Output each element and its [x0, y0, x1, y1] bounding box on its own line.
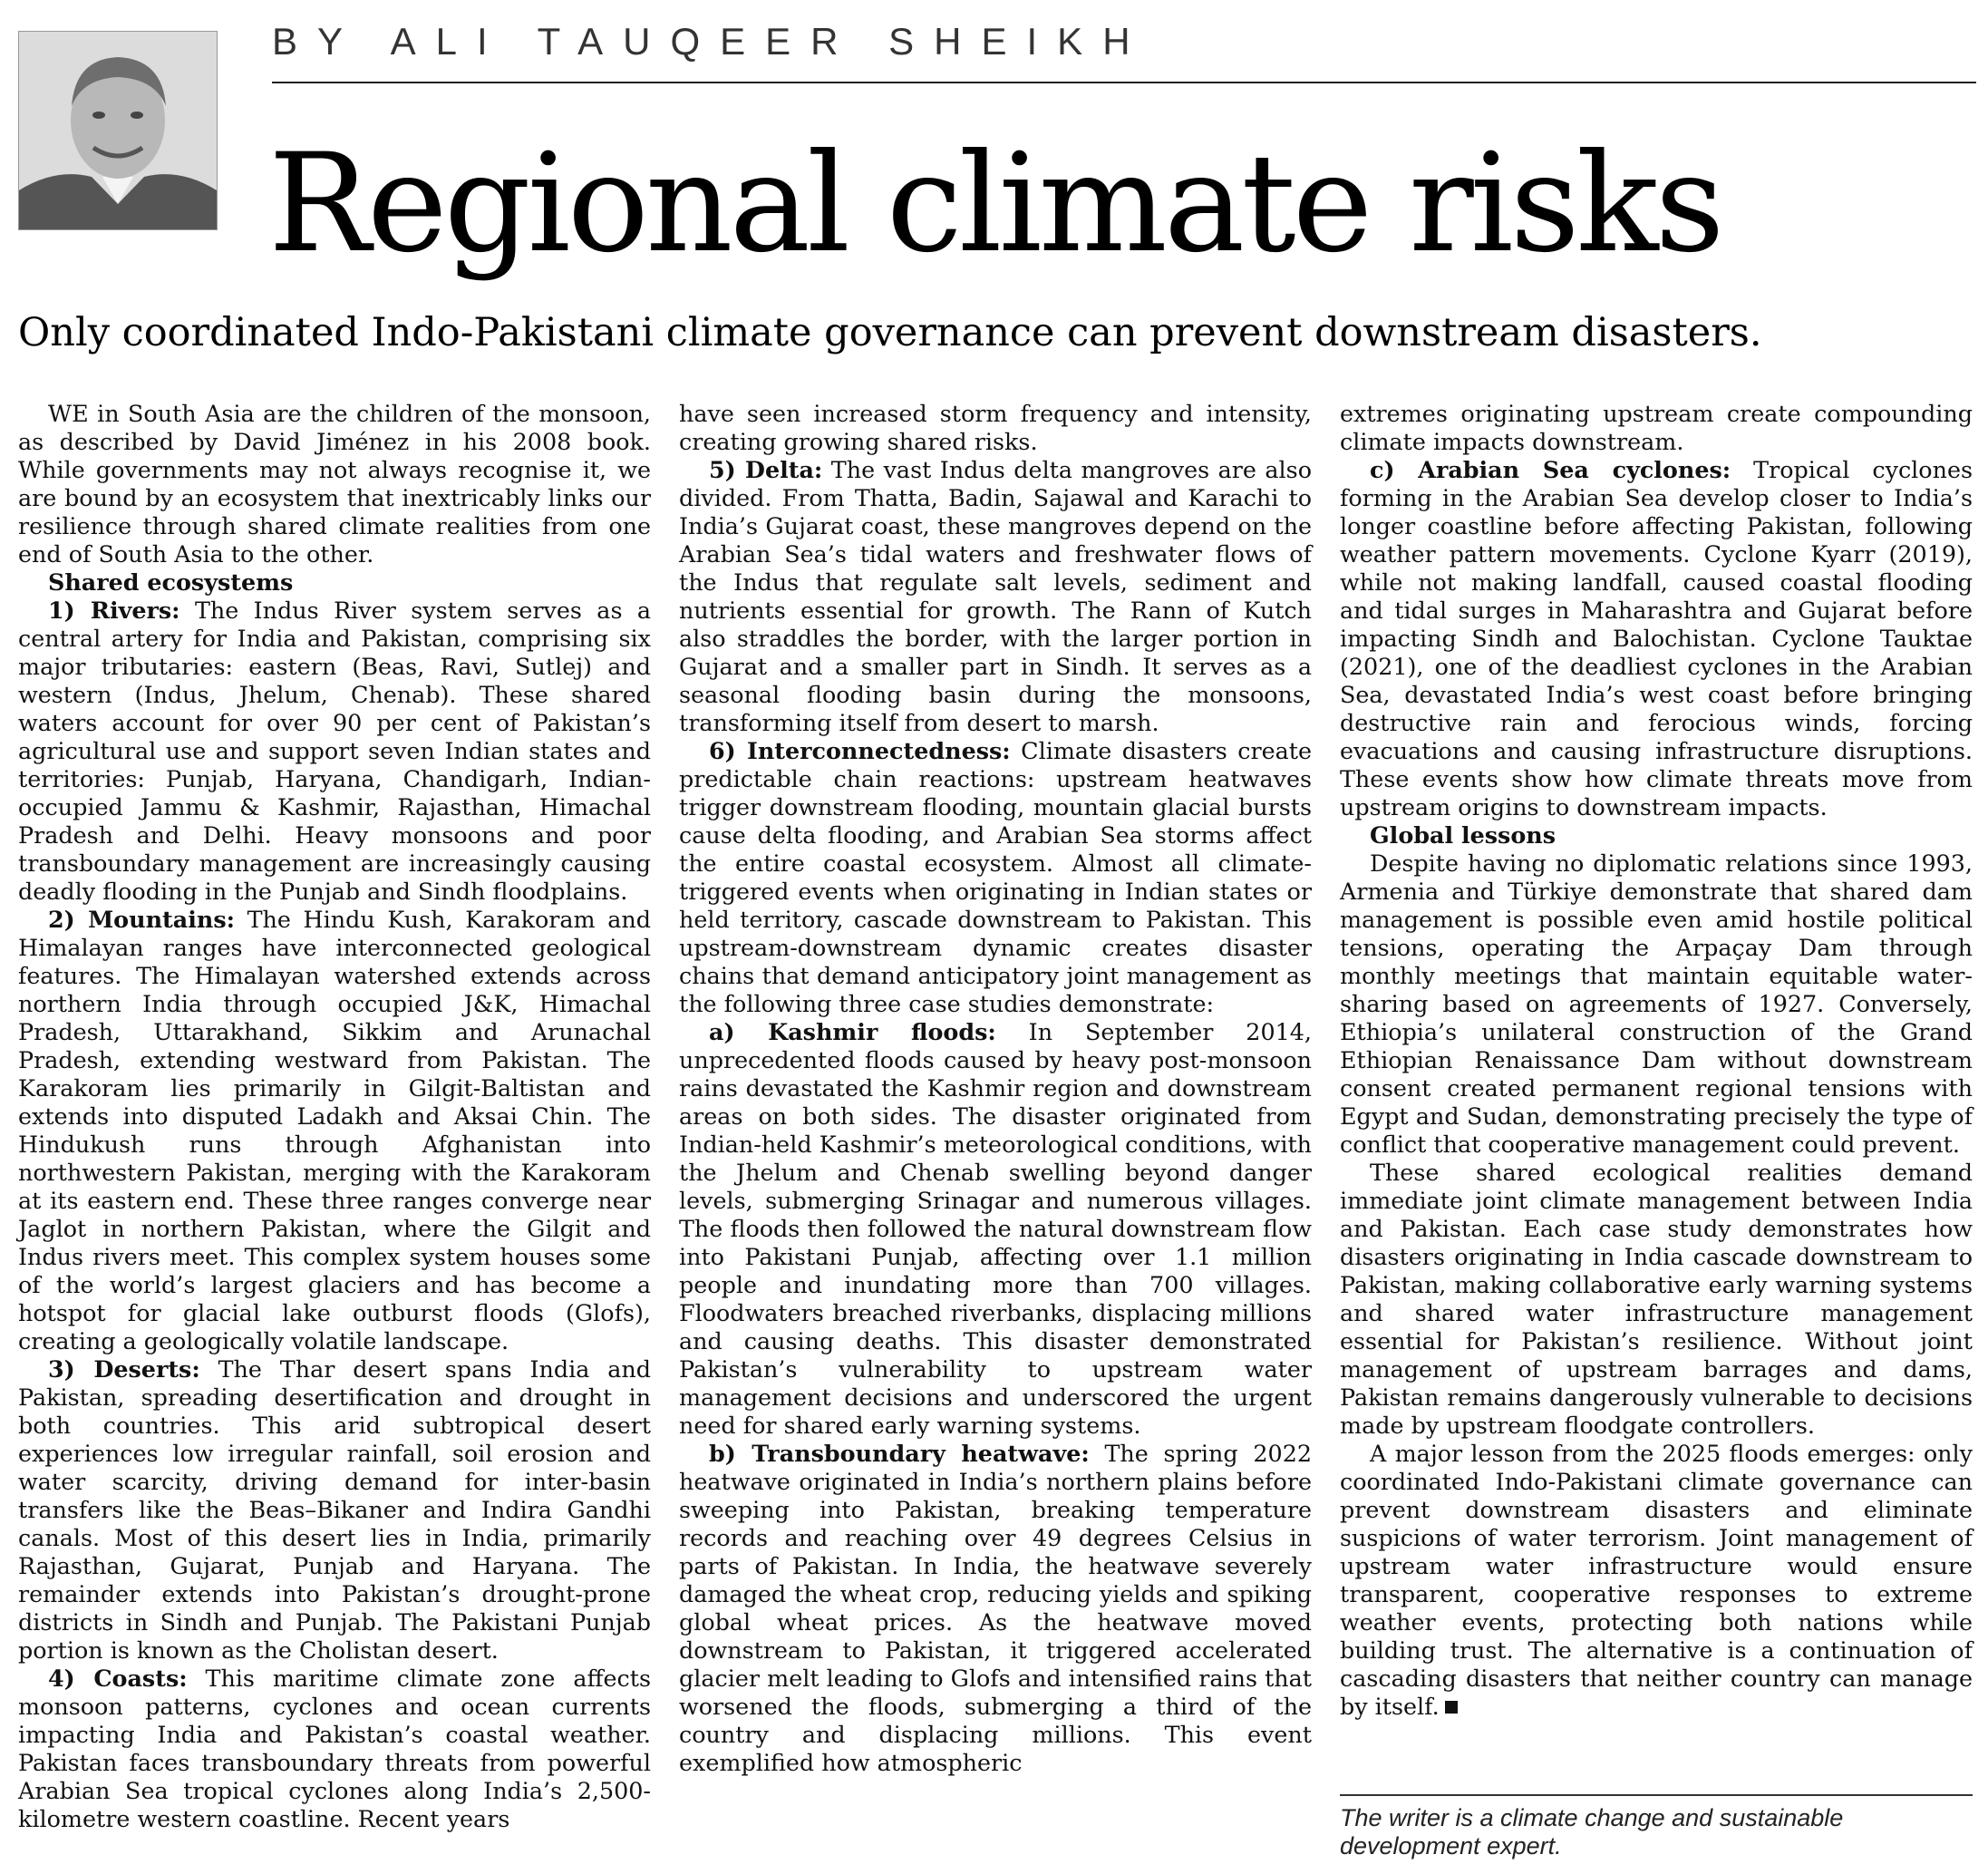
- heatwave-text: The spring 2022 heatwave originated in India’s northern plains before sweeping into Pakistan, breaking temperature records and reaching over 49 degrees Celsius in parts of Pakistan. In India, the heatwave severely damaged the wheat crop, reducing yields and spiking global wheat prices. As the heatwave moved downstream to Pakistan, it triggered accelerated glacier melt leading to Glofs and intensified rains that worsened the floods, submerging a third of the country and displacing millions. This event exemplified how atmospheric: [679, 1440, 1313, 1776]
- coasts-text: This maritime climate zone affects monsoon patterns, cyclones and ocean currents impacting India and Pakistan’s coastal weather. Pakistan faces transboundary threats from powerful Arabian Sea tropical cyclones along India’s 2,500-kilometre western coastline. Recent years: [18, 1665, 651, 1832]
- global-lessons-paragraph-1: Despite having no diplomatic relations since 1993, Armenia and Türkiye demonstrate that shared dam management is possible even amid hostile political tensions, operating the Arpaçay Dam through monthly meetings that maintain equitable water-sharing based on agreements of 1927. Conversely, Ethiopia’s unilateral construction of the Grand Ethiopian Renaissance Dam without downstream consent created permanent regional tensions with Egypt and Sudan, demonstrating precisely the type of conflict that cooperative management could prevent.: [1340, 850, 1973, 1158]
- heatwave-label: b) Transboundary heatwave:: [709, 1440, 1090, 1467]
- heatwave-paragraph: [679, 1440, 1312, 1777]
- kashmir-floods-paragraph: [679, 1018, 1312, 1440]
- global-lessons-paragraph-3: [1340, 1440, 1973, 1721]
- headline: Regional climate risks: [268, 125, 1721, 283]
- end-mark-icon: [1445, 1701, 1458, 1714]
- deserts-paragraph: [18, 1355, 651, 1665]
- byline-divider: [272, 82, 1976, 83]
- deserts-label: 3) Deserts:: [48, 1355, 200, 1383]
- mountains-label: 2) Mountains:: [48, 906, 235, 933]
- heatwave-continued: extremes originating upstream create compounding climate impacts downstream.: [1340, 400, 1973, 455]
- author-portrait-illustration: [19, 32, 217, 229]
- column-3: [1340, 400, 1973, 1721]
- delta-label: 5) Delta:: [709, 456, 823, 483]
- closing-text: A major lesson from the 2025 floods emerges: only coordinated Indo-Pakistani climate governance can prevent downstream disasters and eliminate suspicions of water terrorism. Joint management of upstream water infrastructure would ensure transparent, cooperative responses to extreme weather events, protecting both nations while building trust. The alternative is a continuation of cascading disasters that neither country can manage by itself.: [1340, 1440, 1973, 1720]
- section-heading-global-lessons: Global lessons: [1370, 821, 1556, 849]
- rivers-text: The Indus River system serves as a central artery for India and Pakistan, comprising six major tributaries: eastern (Beas, Ravi, Sutlej) and western (Indus, Jhelum, Chenab). These shared waters account for over 90 per cent of Pakistan’s agricultural use and support seven Indian states and territories: Punjab, Haryana, Chandigarh, Indian-occupied Jammu & Kashmir, Rajasthan, Himachal Pradesh and Delhi. Heavy monsoons and poor transboundary management are increasingly causing deadly flooding in the Punjab and Sindh floodplains.: [18, 597, 652, 905]
- delta-text: The vast Indus delta mangroves are also divided. From Thatta, Badin, Sajawal and Karachi to India’s Gujarat coast, these mangroves depend on the Arabian Sea’s tidal waters and freshwater flows of the Indus that regulate salt levels, sediment and nutrients essential for growth. The Rann of Kutch also straddles the border, with the larger portion in Gujarat and a smaller part in Sindh. It serves as a seasonal flooding basin during the monsoons, transforming itself from desert to marsh.: [679, 456, 1312, 736]
- coasts-continued: have seen increased storm frequency and intensity, creating growing shared risks.: [679, 400, 1312, 455]
- author-photo: [18, 31, 218, 230]
- global-lessons-paragraph-2: These shared ecological realities demand immediate joint climate management between India and Pakistan. Each case study demonstrates how disasters originating in India cascade downstream to Pakistan, making collaborative early warning systems and shared water infrastructure management essential for Pakistan’s resilience. Without joint management of upstream barrages and dams, Pakistan remains dangerously vulnerable to decisions made by upstream floodgate controllers.: [1340, 1159, 1973, 1439]
- intro-paragraph: WE in South Asia are the children of the monsoon, as described by David Jiménez in his 2008 book. While governments may not always recognise it, we are bound by an ecosystem that inextricably links our resilience through shared climate realities from one end of South Asia to the other.: [18, 400, 651, 568]
- byline: BY ALI TAUQEER SHEIKH: [272, 20, 1150, 63]
- coasts-paragraph: [18, 1665, 651, 1833]
- column-1: [18, 400, 651, 1833]
- interconnectedness-paragraph: [679, 737, 1312, 1018]
- rivers-paragraph: [18, 597, 651, 906]
- coasts-label: 4) Coasts:: [48, 1665, 188, 1692]
- rivers-label: 1) Rivers:: [48, 597, 180, 624]
- kashmir-floods-text: In September 2014, unprecedented floods caused by heavy post-monsoon rains devastated the Kashmir region and downstream areas on both sides. The disaster originated from Indian-held Kashmir’s meteorological conditions, with the Jhelum and Chenab swelling beyond danger levels, submerging Srinagar and numerous villages. The floods then followed the natural downstream flow into Pakistani Punjab, affecting over 1.1 million people and inundating more than 700 villages. Floodwaters breached riverbanks, displacing millions and causing deaths. This disaster demonstrated Pakistan’s vulnerability to upstream water management decisions and underscored the urgent need for shared early warning systems.: [679, 1018, 1312, 1439]
- delta-paragraph: [679, 456, 1312, 737]
- mountains-paragraph: [18, 906, 651, 1355]
- credit-divider: [1340, 1794, 1973, 1796]
- standfirst: Only coordinated Indo-Pakistani climate governance can prevent downstream disasters.: [18, 310, 1762, 355]
- column-2: [679, 400, 1312, 1777]
- deserts-text: The Thar desert spans India and Pakistan, spreading desertification and drought in both countries. This arid subtropical desert experiences low irregular rainfall, soil erosion and water scarcity, driving demand for inter-basin transfers like the Beas–Bikaner and Indira Gandhi canals. Most of this desert lies in India, primarily Rajasthan, Gujarat, Punjab and Haryana. The remainder extends into Pakistan’s drought-prone districts in Sindh and Punjab. The Pakistani Punjab portion is known as the Cholistan desert.: [18, 1355, 652, 1664]
- section-heading-shared-ecosystems: Shared ecosystems: [48, 568, 294, 596]
- cyclones-paragraph: [1340, 456, 1973, 821]
- mountains-text: The Hindu Kush, Karakoram and Himalayan ranges have interconnected geological features. The Himalayan watershed extends across northern India through occupied J&K, Himachal Pradesh, Uttarakhand, Sikkim and Arunachal Pradesh, extending westward from Pakistan. The Karakoram lies primarily in Gilgit-Baltistan and extends into disputed Ladakh and Aksai Chin. The Hindukush runs through Afghanistan into northwestern Pakistan, merging with the Karakoram at its eastern end. These three ranges converge near Jaglot in northern Pakistan, where the Gilgit and Indus rivers meet. This complex system houses some of the world’s largest glaciers and has become a hotspot for glacial lake outburst floods (Glofs), creating a geologically volatile landscape.: [18, 906, 651, 1355]
- kashmir-floods-label: a) Kashmir floods:: [709, 1018, 996, 1045]
- writer-credit: The writer is a climate change and sustainable development expert.: [1340, 1804, 1844, 1859]
- interconnectedness-label: 6) Interconnectedness:: [709, 737, 1011, 764]
- cyclones-label: c) Arabian Sea cyclones:: [1370, 456, 1731, 483]
- cyclones-text: Tropical cyclones forming in the Arabian Sea develop closer to India’s longer coastline before affecting Pakistan, following weather pattern movements. Cyclone Kyarr (2019), while not making landfall, caused coastal flooding and tidal surges in Maharashtra and Gujarat before impacting Sindh and Balochistan. Cyclone Tauktae (2021), one of the deadliest cyclones in the Arabian Sea, devastated India’s west coast before bringing destructive rain and ferocious winds, forcing evacuations and causing infrastructure disruptions. These events show how climate threats move from upstream origins to downstream impacts.: [1340, 456, 1973, 820]
- interconnectedness-text: Climate disasters create predictable chain reactions: upstream heatwaves trigger downstream flooding, mountain glacial bursts cause delta flooding, and Arabian Sea storms affect the entire coastal ecosystem. Almost all climate-triggered events when originating in Indian states or held territory, cascade downstream to Pakistan. This upstream-downstream dynamic creates disaster chains that demand anticipatory joint management as the following three case studies demonstrate:: [679, 737, 1312, 1017]
